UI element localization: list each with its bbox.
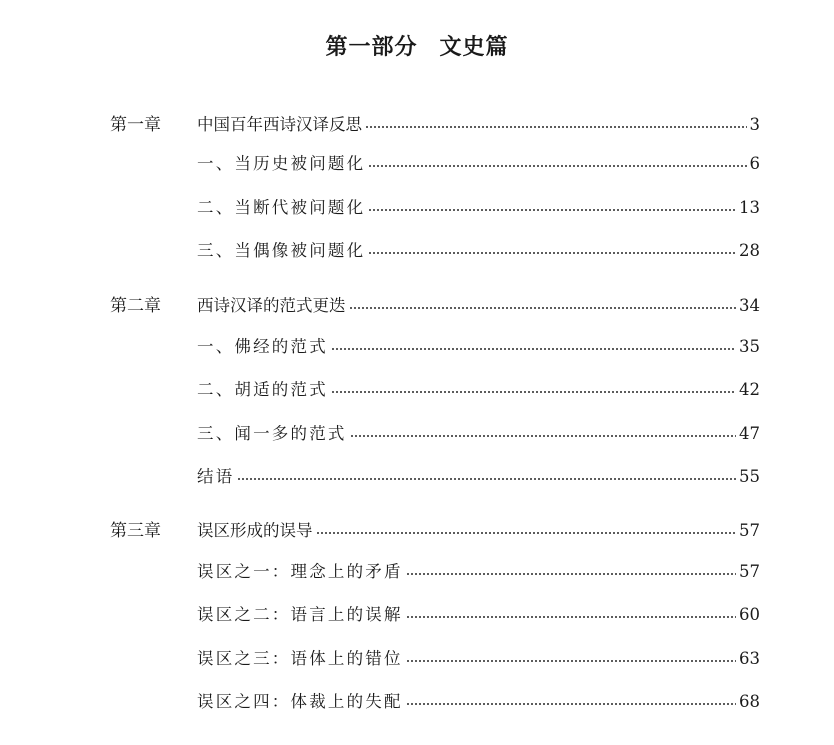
toc-entry-chapter[interactable] — [197, 518, 760, 544]
dot-leader — [406, 660, 736, 662]
page-number: 57 — [739, 562, 760, 581]
page-number: 60 — [739, 605, 760, 624]
section-title: 误区之二：语言上的误解 — [197, 605, 403, 624]
section-title: 三、当偶像被问题化 — [197, 241, 366, 260]
page-number: 34 — [739, 296, 760, 315]
dot-leader — [368, 165, 746, 167]
toc-entry-section[interactable] — [197, 334, 760, 360]
dot-leader — [331, 348, 736, 350]
toc-entry-section[interactable] — [197, 195, 760, 221]
toc-entry-section[interactable] — [197, 602, 760, 628]
dot-leader — [406, 703, 736, 705]
page-number: 55 — [739, 467, 760, 486]
toc-entry-section[interactable] — [197, 151, 760, 177]
section-title: 二、当断代被问题化 — [197, 198, 366, 217]
page-number: 6 — [749, 154, 760, 173]
dot-leader — [331, 391, 736, 393]
dot-leader — [368, 209, 736, 211]
section-title: 误区之一：理念上的矛盾 — [197, 562, 403, 581]
toc-entry-section[interactable] — [197, 421, 760, 447]
section-title: 一、当历史被问题化 — [197, 154, 366, 173]
dot-leader — [237, 478, 736, 480]
section-title: 一、佛经的范式 — [197, 337, 328, 356]
toc-entry-chapter[interactable] — [197, 293, 760, 319]
toc-entry-chapter[interactable] — [197, 112, 760, 138]
section-title: 误区之三：语体上的错位 — [197, 649, 403, 668]
toc-entry-section[interactable] — [197, 646, 760, 672]
section-title: 三、闻一多的范式 — [197, 424, 347, 443]
chapter-label: 第三章 — [110, 521, 161, 541]
page-number: 68 — [739, 692, 760, 711]
chapter-title: 误区形成的误导 — [197, 521, 313, 540]
toc-entry-section[interactable] — [197, 464, 760, 490]
dot-leader — [368, 252, 736, 254]
dot-leader — [349, 307, 737, 309]
chapter-label: 第一章 — [110, 115, 161, 135]
page-number: 13 — [739, 198, 760, 217]
section-title: 二、胡适的范式 — [197, 380, 328, 399]
chapter-title: 西诗汉译的范式更迭 — [197, 296, 346, 315]
dot-leader — [365, 126, 747, 128]
page-number: 3 — [749, 115, 760, 134]
chapter-title: 中国百年西诗汉译反思 — [197, 115, 362, 134]
dot-leader — [350, 435, 736, 437]
page-number: 47 — [739, 424, 760, 443]
section-title: 结语 — [197, 467, 235, 486]
chapter-label: 第二章 — [110, 296, 161, 316]
page-number: 35 — [739, 337, 760, 356]
toc-entry-section[interactable] — [197, 689, 760, 715]
part-number: 第一部分 — [325, 34, 418, 60]
section-title: 误区之四：体裁上的失配 — [197, 692, 403, 711]
page-number: 63 — [739, 649, 760, 668]
toc-entry-section[interactable] — [197, 377, 760, 403]
toc-entry-section[interactable] — [197, 238, 760, 264]
dot-leader — [406, 573, 736, 575]
page-number: 42 — [739, 380, 760, 399]
toc-entry-section[interactable] — [197, 559, 760, 585]
dot-leader — [406, 616, 736, 618]
page-number: 28 — [739, 241, 760, 260]
page-number: 57 — [739, 521, 760, 540]
part-name: 文史篇 — [439, 34, 509, 60]
dot-leader — [316, 532, 737, 534]
